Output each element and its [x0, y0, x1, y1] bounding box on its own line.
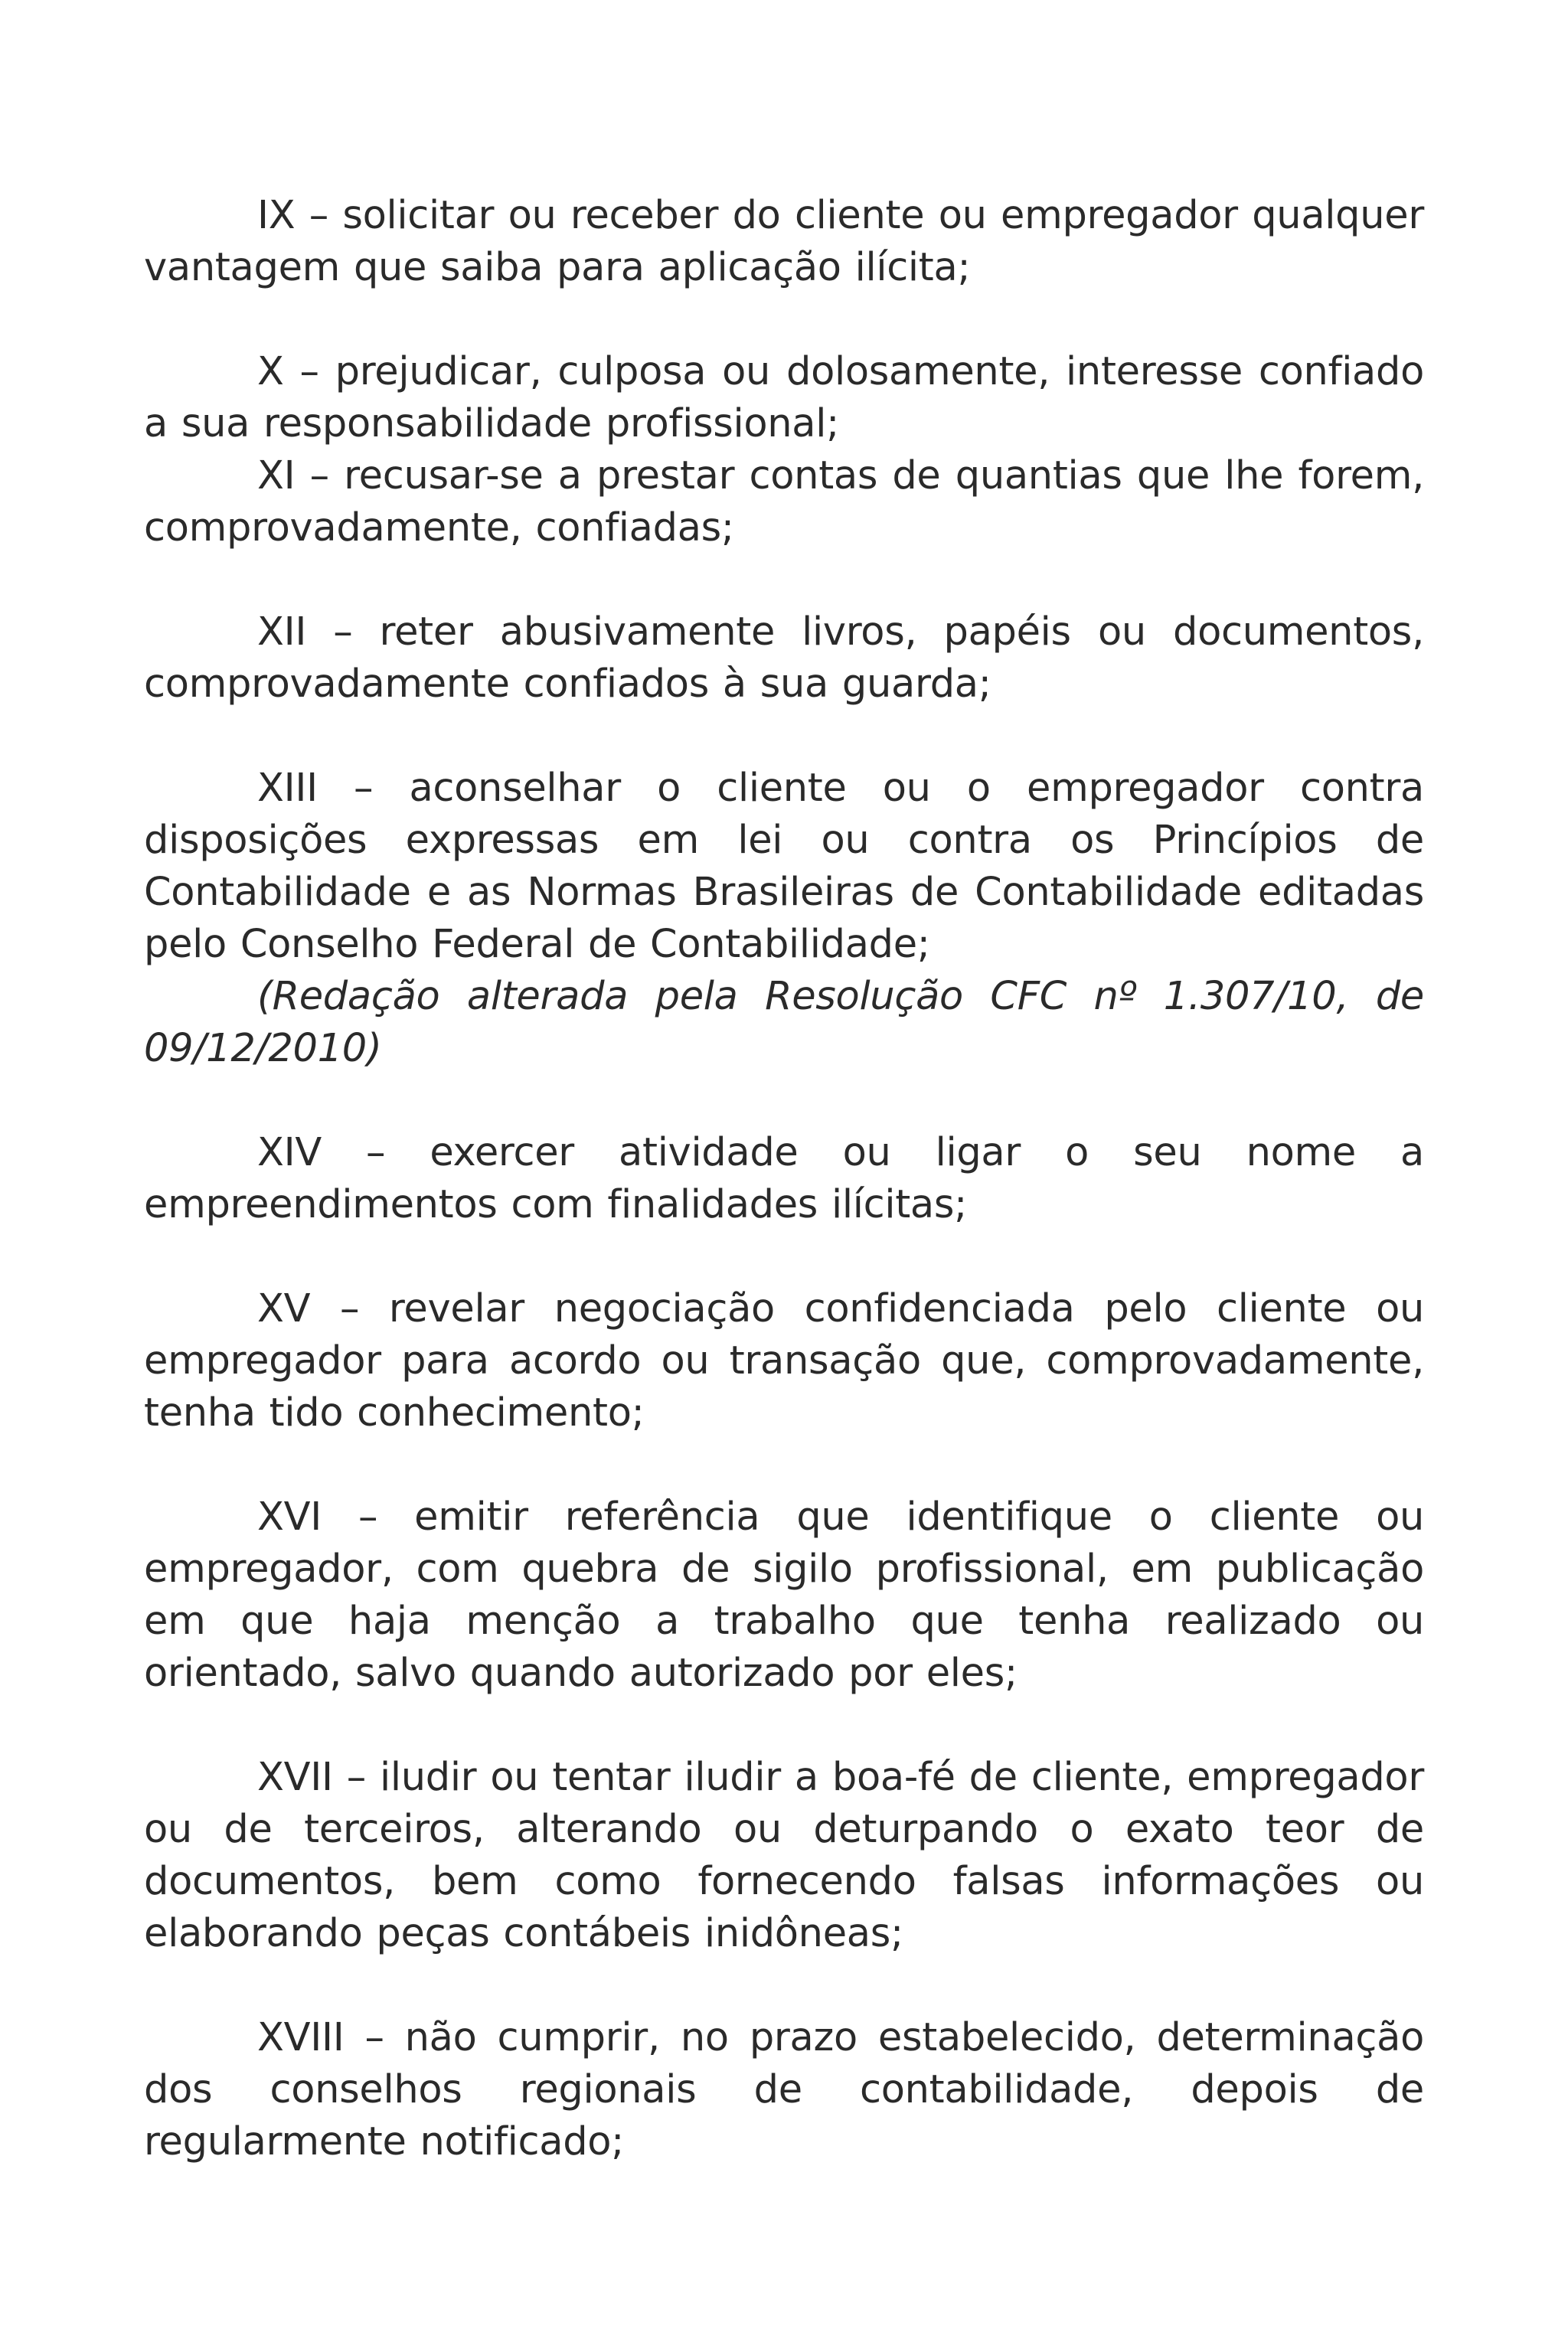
item-ix: IX – solicitar ou receber do cliente ou empregador qualquer vantagem que saiba para aplicação ilícita;	[144, 193, 1424, 290]
item-xiii-amendment-note: (Redação alterada pela Resolução CFC nº 1.307/10, de 09/12/2010)	[144, 974, 1424, 1071]
item-xiii: XIII – aconselhar o cliente ou o empregador contra disposições expressas em lei ou contra os Princípios de Contabilidade e as Normas Brasileiras de Contabilidade editadas pelo Conselho Federal de Contabilidade;	[144, 766, 1424, 967]
item-xv: XV – revelar negociação confidenciada pelo cliente ou empregador para acordo ou transação que, comprovadamente, tenha tido conhecimento;	[144, 1286, 1424, 1436]
item-xvi: XVI – emitir referência que identifique o cliente ou empregador, com quebra de sigilo profissional, em publicação em que haja menção a trabalho que tenha realizado ou orientado, salvo quando autorizado por eles;	[144, 1494, 1424, 1696]
item-xi: XI – recusar-se a prestar contas de quantias que lhe forem, comprovadamente, confiadas;	[144, 453, 1424, 550]
item-xii: XII – reter abusivamente livros, papéis ou documentos, comprovadamente confiados à sua guarda;	[144, 609, 1424, 707]
item-xiv: XIV – exercer atividade ou ligar o seu nome a empreendimentos com finalidades ilícitas;	[144, 1130, 1424, 1227]
item-xvii: XVII – iludir ou tentar iludir a boa-fé de cliente, empregador ou de terceiros, alterando ou deturpando o exato teor de documentos, bem como fornecendo falsas informações ou elaborando peças contábeis inidôneas;	[144, 1755, 1424, 1956]
item-xviii: XVIII – não cumprir, no prazo estabelecido, determinação dos conselhos regionais de contabilidade, depois de regularmente notificado;	[144, 2015, 1424, 2164]
document-page	[144, 190, 1424, 2168]
item-x: X – prejudicar, culposa ou dolosamente, interesse confiado a sua responsabilidade profissional;	[144, 349, 1424, 446]
